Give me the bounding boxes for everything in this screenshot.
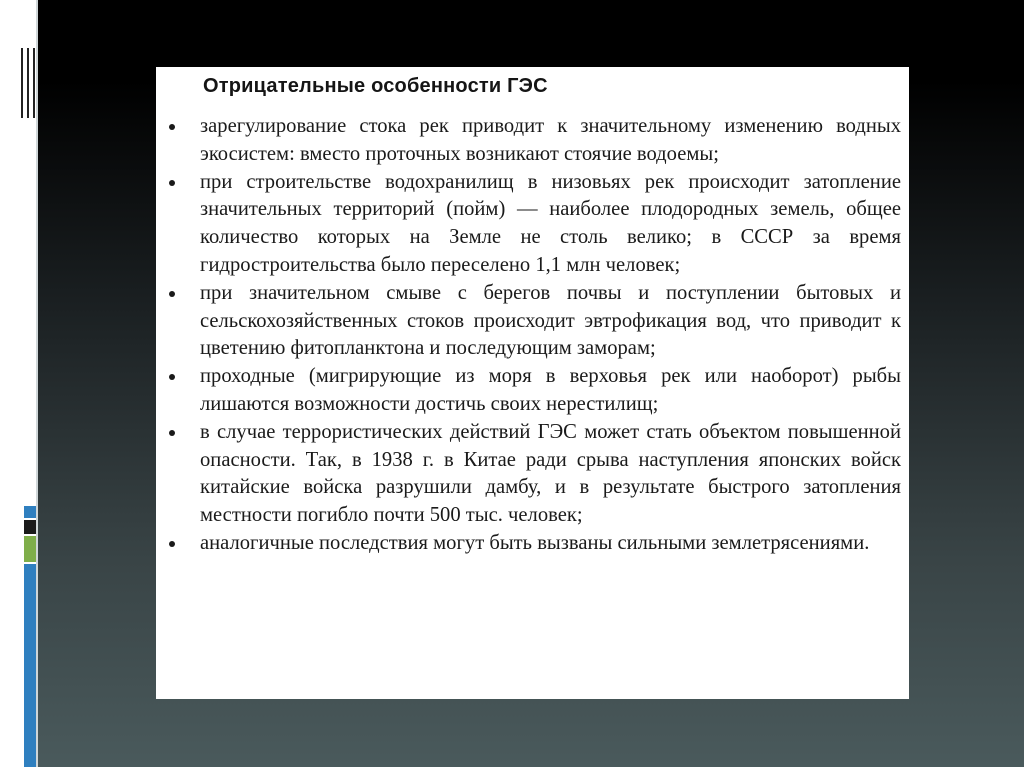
- list-item: [156, 530, 909, 558]
- list-item: [156, 169, 909, 280]
- accent-bar-green: [24, 536, 36, 562]
- bullet-list: [156, 113, 909, 558]
- bullet-icon: [169, 430, 175, 436]
- list-item-text: проходные (мигрирующие из моря в верховья рек или наоборот) рыбы лишаются возможности достичь своих нерестилищ;: [200, 365, 901, 415]
- decorative-lines: [21, 48, 38, 118]
- bullet-icon: [169, 291, 175, 297]
- bullet-icon: [169, 541, 175, 547]
- list-item: [156, 113, 909, 169]
- page-title: Отрицательные особенности ГЭС: [203, 75, 548, 97]
- list-item-text: в случае террористических действий ГЭС может стать объектом повышенной опасности. Так, в 1938 г. в Китае ради срыва наступления японских войск китайские войска разрушили дамбу, и в результате быстрого затопления местности погибло почти 500 тыс. человек;: [200, 420, 901, 527]
- accent-bar-dark: [24, 520, 36, 534]
- bullet-icon: [169, 124, 175, 130]
- scanned-text-image: [156, 67, 909, 699]
- accent-bar-blue-long: [24, 564, 36, 767]
- list-item-text: при строительстве водохранилищ в низовьях рек происходит затопление значительных территорий (пойм) — наиболее плодородных земель, общее количество которых на Земле не столь велико; в СССР за время гидростроительства было переселено 1,1 млн человек;: [200, 170, 901, 276]
- list-item: [156, 419, 909, 530]
- list-item-text: аналогичные последствия могут быть вызваны сильными землетрясениями.: [200, 531, 870, 554]
- list-item: [156, 280, 909, 363]
- accent-bar-blue-top: [24, 506, 36, 518]
- list-item-text: при значительном смыве с берегов почвы и поступлении бытовых и сельскохозяйственных стоков происходит эвтрофикация вод, что приводит к цветению фитопланктона и последующим заморам;: [200, 281, 901, 360]
- list-item-text: зарегулирование стока рек приводит к значительному изменению водных экосистем: вместо проточных возникают стоячие водоемы;: [200, 115, 901, 165]
- bullet-icon: [169, 180, 175, 186]
- bullet-icon: [169, 374, 175, 380]
- list-item: [156, 363, 909, 419]
